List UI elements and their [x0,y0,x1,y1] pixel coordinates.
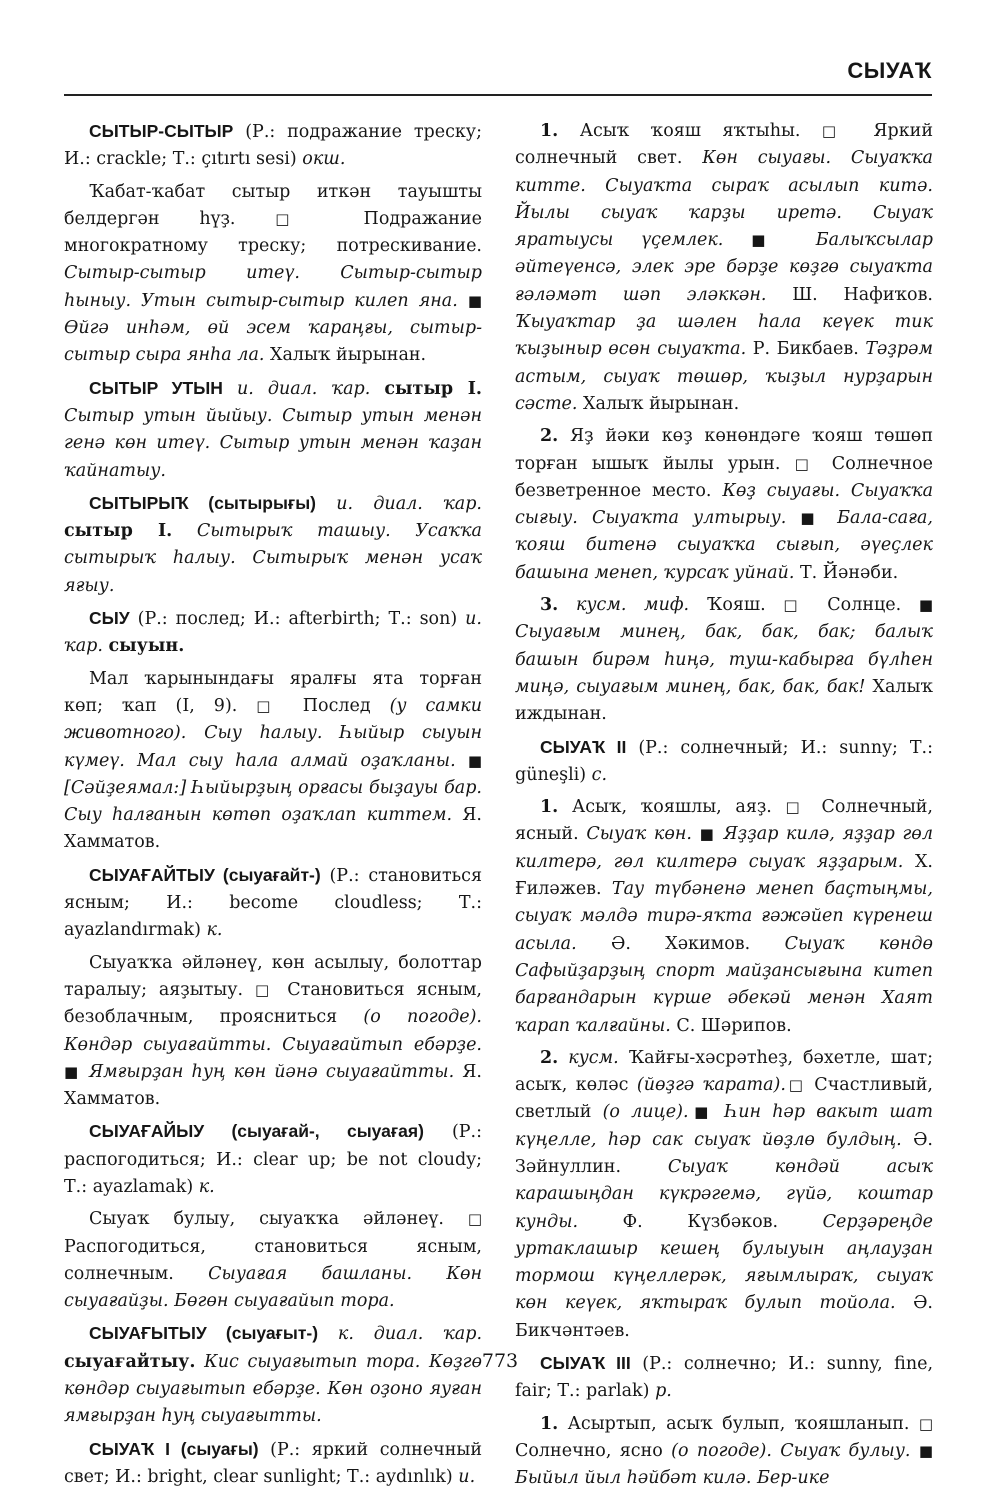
grammar-note: (Р.: яркий солнечный свет; И.: bright, clear sunlight; Т.: aydınlık) [64,1439,483,1487]
pos-label: и. диал. ҡар. [222,378,385,399]
russian-translation: Становиться ясным, безоблачным, проясниться [64,979,482,1028]
sense-2 [515,423,933,587]
quote-source: Я. Хамматов. [64,805,482,853]
sense-number: 2. [540,426,559,447]
examples: Сыуаҡ булыу. [771,1440,919,1461]
definition [64,1206,482,1315]
russian-translation: Подражание многократному треску; потрескивание. [64,208,482,257]
sense-1 [515,794,933,1040]
filled-square-icon: ■ [800,509,824,528]
definition [64,950,482,1114]
definition-text: Сыуаҡҡа әйләнеү, көн асылыу, болоттар таралыу; аяҙытыу. [64,952,482,1000]
entry-syuagytyu [64,1320,482,1430]
headword: СЫУАҠ III [540,1353,631,1374]
russian-translation: Солнечное безветренное место. [515,453,933,501]
header-rule [64,94,932,96]
filled-square-icon: ■ [699,825,716,844]
quote-source: Ә. Зәйнуллин. [515,1129,933,1177]
empty-square-icon: □ [254,980,276,999]
examples: Кис сыуағытып тора. Көҙгө көндәр сыуағытып ебәрҙе. Көн оҙоно яуған ямғырҙан һуң сыуағытты. [64,1351,482,1427]
sense-number: 2. [540,1047,559,1068]
grammar-note: (Р.: распогодиться; И.: clear up; be not cloudy; Т.: ayazlamak) [64,1122,483,1197]
examples: Сытыр утын йыйыу. Сытыр утын менән генә көн итеү. Сытыр утын менән ҡаҙан ҡайнатыу. [64,405,482,481]
sense-number: 1. [540,1413,559,1434]
definition [64,666,482,857]
entry-syu [64,605,482,661]
filled-square-icon: ■ [918,1441,934,1460]
definition-text: Яҙ йәки көҙ көнөндәге ҡояш төшөп торған ышыҡ йылы урын. [515,426,933,474]
entry-sytyr-utyn [64,375,482,485]
entry-syuagaytyu [64,862,482,945]
grammar-note: (Р.: становиться ясным; И.: become cloudless; Т.: ayazlandırmak) [64,865,482,941]
quote-source: Халыҡ йырынан. [264,345,427,366]
examples: Сытырыҡ ташыу. Усаҡҡа сытырыҡ һалыу. Сытырыҡ менән усаҡ яғыу. [64,521,482,596]
examples: Сыуаҡ көн. [586,824,700,845]
definition-text: Сыуаҡ булыу, сыуаҡҡа әйләнеү. [89,1209,468,1230]
quote-source: Х. Ғиләжев. [515,851,933,900]
definition-text: Асыҡ, ҡояшлы, аяҙ. [558,797,786,818]
headword: СЫТЫРЫҠ (сытырығы) [89,492,316,513]
grammar-note: (Р.: солнечно; И.: sunny, fine, fair; Т.: parlak) [515,1354,934,1402]
pos-label: к. [198,1176,215,1197]
left-column [64,118,482,1496]
pos-label: и. ҡар. [64,609,482,657]
headword: СЫУАҒЫТЫУ [89,1323,207,1344]
empty-square-icon: □ [275,209,324,228]
cross-reference: сыуағайтыу. [64,1351,196,1372]
entry-syuak-1 [64,1436,482,1492]
filled-square-icon: ■ [467,291,482,310]
headword: СЫУАҠ II [540,736,627,757]
headword: СЫУ [89,608,130,629]
definition-text: Мал ҡарынындағы яралғы ята торған көп; ҡап (I, 9). [64,668,482,716]
usage-label: кусм. миф. [575,595,690,616]
pos-label: с. [591,764,608,785]
quote-source: С. Шәрипов. [670,1015,792,1036]
quote: Быйыл йыл һәйбәт килә. Бер-ике [515,1468,830,1489]
russian-note: (о погоде). [671,1440,772,1461]
cross-reference: сытыр I. [64,521,173,542]
quote: Бала-саға, ҡояш битенә сыуаҡҡа сығып, әүеҫлек башына менеп, ҡурсаҡ уйнай. [515,508,933,583]
sense-2 [515,1045,933,1345]
filled-square-icon: ■ [688,1103,714,1122]
entry-syuak-2 [515,734,933,790]
russian-translation: Солнце. [809,595,919,616]
quote: Серҙәреңде уртаклашыр кешең булыуын аңлауҙан тормош күңеллерәк, яғымлыраҡ, сыуаҡ көн кеүек, яҡтыраҡ булып тойола. [515,1211,933,1314]
definition-text: Ҡайғы-хәсрәтһеҙ, бәхетле, шат; асыҡ, көләс [515,1047,933,1096]
examples: Көҙ сыуағы. Сыуаҡҡа сығыу. Сыуаҡта ултырыу. [515,480,933,529]
russian-note: (о лице). [602,1102,689,1123]
quote-source: Халыҡ иждынан. [515,676,933,725]
definition-text: Асыртып, асыҡ булып, ҡояшланып. [558,1413,919,1434]
quote-source: Ш. Нафиҡов. [766,284,933,305]
sense-number: 1. [540,121,559,141]
definition [64,179,482,370]
quote: Ямғырҙан һуң көн йәнә сыуағайтты. [80,1061,455,1082]
right-column [515,118,933,1498]
filled-square-icon: ■ [64,1062,81,1081]
headword: СЫУАҒАЙЫУ [89,1121,205,1142]
quote: Һин һәр вакыт шат күңелле, һәр сак сыуаҡ йөҙлө булдың. [515,1102,933,1150]
quote: Сыуаҡ көндө Сафыйҙарҙың спорт майҙансығына китеп барғандарын күрше әбекәй менән Хаят ҡарап ҡалғайны. [515,933,934,1036]
headword: СЫТЫР УТЫН [89,377,223,398]
russian-note: (у самки животного). [64,695,482,744]
examples: Сыу һалыу. Һыйыр сыуын күмеү. Мал сыу һала алмай оҙаҡланы. [64,723,482,771]
russian-translation: Счастливый, светлый [515,1075,933,1123]
empty-square-icon: □ [783,596,810,615]
examples: Көндәр сыуағайтты. Сыуағайтып ебәрҙе. [64,1034,482,1055]
headword: СЫУАҠ I [89,1438,170,1459]
spacer-text [558,595,576,615]
headword-form: (сыуағыт-) [206,1323,319,1344]
quote: Сыуаҡ көндәй асыҡ карашыңдан күкрәгемә, гүйә, коштар кунды. [515,1156,933,1232]
quote-source: Т. Йәнәби. [794,562,899,583]
empty-square-icon: □ [256,696,284,715]
empty-square-icon: □ [794,454,818,473]
cross-reference: сыуын. [108,636,185,657]
examples: Сытыр-сытыр итеү. Сытыр-сытыр һыныу. Утын сытыр-сытыр килеп яна. [64,263,482,311]
headword-form: (сыуағай-, сыуағая) [204,1121,424,1142]
examples: Сыуағая башланы. Көн сыуағайҙы. Бөгөн сыуағайып тора. [64,1263,483,1312]
pos-label: р. [655,1381,672,1402]
usage-label: кусм. [568,1047,619,1068]
quote: [Сәйҙеямал:] Һыйырҙың орғасы быҙауы бар. Сыу һалғанын көтөп оҙаҡлап киттем. [64,777,482,826]
russian-note: (о погоде). [363,1007,482,1028]
quote: Тау түбәненә менеп баҫтыңмы, сыуаҡ мәлдә тирә-яҡта ғәжәйеп күренеш асыла. [515,879,933,954]
pos-label: и. [458,1466,476,1487]
headword-form: (сыуағайт-) [214,864,321,885]
russian-translation: Послед [283,695,390,716]
russian-translation: Распогодиться, становиться ясным, солнечным. [64,1236,482,1284]
examples: Көн сыуағы. Сыуаҡҡа киттe. Сыуаҡта сыраҡ асылып китә. Йылы сыуаҡ ҡарҙы иретә. Сыуаҡ яратыусы үҫемлек. [515,148,933,251]
quote-source: Халыҡ йырынан. [577,393,740,414]
grammar-note: (Р.: послед; И.: afterbirth; Т.: son) [129,609,466,630]
quote-source: Р. Бикбаев. [746,339,866,360]
headword: СЫУАҒАЙТЫУ [89,864,215,885]
quote-source: Я. Хамматов. [64,1061,482,1110]
sense-3 [515,592,933,728]
russian-translation: Солнечный, ясный. [515,797,933,845]
quote: Өйгә инһәм, өй эсем ҡараңғы, сытыр-сытыр сыра янһа ла. [64,318,482,366]
quote: Балыҡсылар әйтеүенсә, элек эре бәрҙе көҙгө сыуаҡта ғәләмәт шәп эләккән. [515,230,933,305]
running-head: СЫУАҠ [847,58,932,83]
quote-source: Ә. Хәкимов. [576,933,785,954]
russian-translation: Солнечно, ясно [515,1440,672,1461]
empty-square-icon: □ [821,122,852,140]
filled-square-icon: ■ [751,231,788,250]
sense-number: 1. [540,797,559,818]
entry-sytyryk [64,490,482,600]
cross-reference: сытыр I. [384,378,482,399]
quote: Яҙҙар килә, яҙҙар гөл килтерә, гөл килтерә сыуаҡ яҙҙарым. [515,824,933,872]
pos-label: к. диал. ҡар. [318,1324,483,1345]
grammar-note: (Р.: солнечный; И.: sunny; Т.: güneşli) [515,737,933,785]
quote: Ҡыуаҡтар ҙа шәлен һала кеүек тик ҡыҙыныр өсөн сыуаҡта. [515,312,933,360]
definition-text: Ҡояш. [689,595,784,616]
entry-syuagayyu [64,1118,482,1201]
pos-label: и. диал. ҡар. [316,493,482,514]
russian-translation: Яркий солнечный свет. [515,121,933,169]
headword-form: (сыуағы) [169,1438,259,1459]
pos-label: к. [206,920,223,941]
page-number: 773 [481,1350,519,1372]
definition-text: Ҡабат-ҡабат сытыр иткән тауышты белдергән һүҙ. [64,181,482,229]
pos-label: окш. [302,149,346,170]
spacer-text [558,1048,568,1068]
empty-square-icon: □ [918,1414,933,1433]
filled-square-icon: ■ [467,751,482,770]
sense-1 [515,118,933,418]
headword: СЫТЫР-СЫТЫР [89,121,234,141]
sense-number: 3. [540,595,559,616]
empty-square-icon: □ [785,1076,806,1095]
filled-square-icon: ■ [918,596,933,615]
quote-source: Ф. Күзбәков. [578,1211,823,1232]
quote: Сыуағым минең, бак, бак, бак; балыҡ башын бирәм һиңә, туш-кабырға бүлһен миңә, сыуағым минең, бак, бак, бак! [515,622,933,697]
definition-text: Асыҡ ҡояш яҡтыһы. [558,121,822,141]
quote: Тәҙрәм астым, сыуаҡ төшөр, ҡыҙыл нурҙарын сәсте. [515,339,933,414]
usage-note: (йөҙгә ҡарата). [636,1075,786,1096]
grammar-note: (Р.: подражание треску; И.: crackle; Т.: çıtırtı sesi) [64,122,482,170]
quote-source: Ә. Бикчәнтәев. [515,1293,933,1341]
empty-square-icon: □ [467,1210,482,1229]
entry-sytyr-sytyr [64,118,482,174]
empty-square-icon: □ [785,798,808,817]
